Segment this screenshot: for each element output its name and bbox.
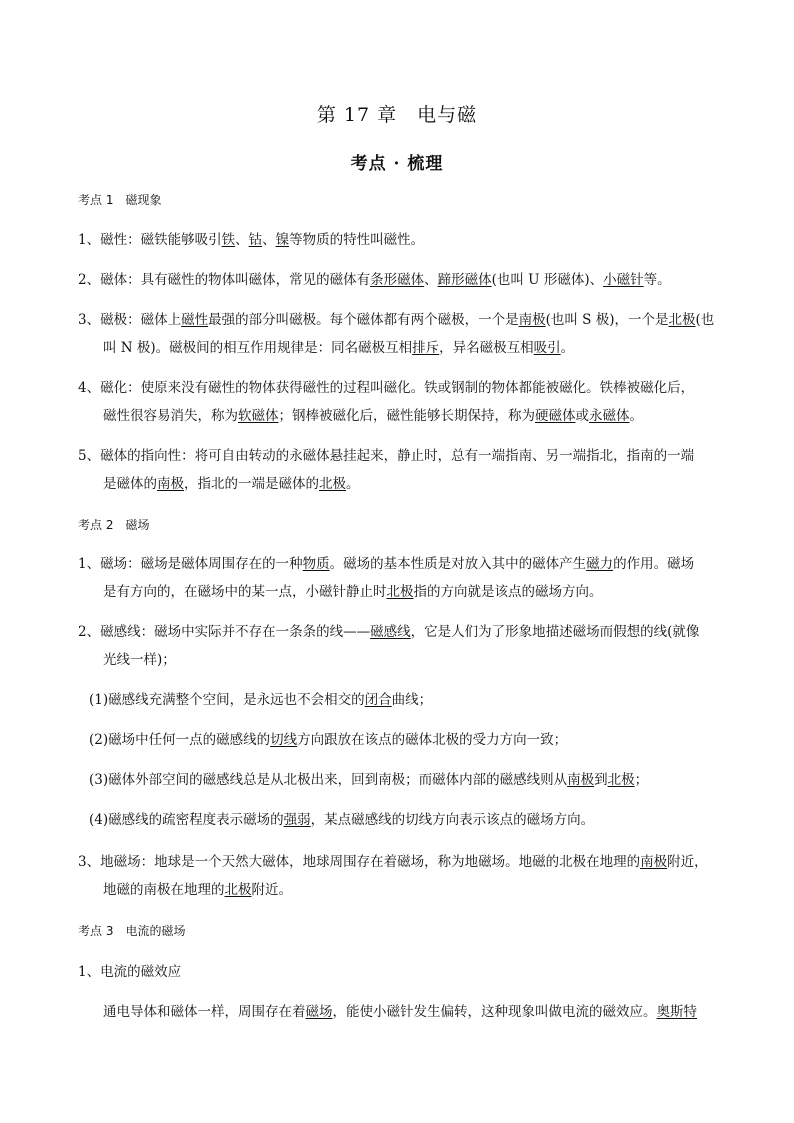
continuation-line bbox=[78, 334, 728, 362]
text: 附近。 bbox=[251, 882, 292, 898]
text: 是有方向的，在磁场中的某一点，小磁针静止时 bbox=[103, 584, 387, 600]
underlined-term: 蹄形磁体 bbox=[437, 272, 492, 288]
underlined-term: 钴 bbox=[248, 232, 263, 248]
underlined-term: 磁力 bbox=[586, 556, 614, 572]
topic-2-heading: 考点 2 磁场 bbox=[78, 518, 150, 532]
text: (也叫 S 极)，一个是 bbox=[545, 312, 669, 328]
s2-item-3 bbox=[89, 766, 729, 794]
s1-paragraph-1 bbox=[78, 226, 728, 254]
underlined-term: 北极 bbox=[319, 476, 346, 492]
text: 4、磁化：使原来没有磁性的物体获得磁性的过程叫磁化。铁或钢制的物体都能被磁化。铁棒被磁化后， bbox=[78, 380, 695, 396]
s3-paragraph-1: 1、电流的磁效应 bbox=[78, 964, 182, 980]
text: 方向跟放在该点的磁体北极的受力方向一致； bbox=[297, 732, 568, 748]
s1-paragraph-3 bbox=[78, 306, 728, 362]
underlined-term: 强弱 bbox=[283, 812, 311, 828]
underlined-term: 软磁体 bbox=[238, 408, 279, 424]
underlined-term: 南极 bbox=[567, 772, 595, 788]
underlined-term: 铁 bbox=[221, 232, 236, 248]
underlined-term: 条形磁体 bbox=[370, 272, 425, 288]
section-subtitle: 考点 · 梳理 bbox=[350, 154, 444, 174]
text: 、 bbox=[424, 272, 438, 288]
text: (2)磁场中任何一点的磁感线的 bbox=[89, 732, 271, 748]
text: 磁性很容易消失，称为 bbox=[103, 408, 238, 424]
text: 叫 N 极)。磁极间的相互作用规律是：同名磁极互相 bbox=[103, 340, 413, 356]
underlined-term: 闭合 bbox=[364, 692, 392, 708]
underlined-term: 切线 bbox=[270, 732, 298, 748]
text: 指的方向就是该点的磁场方向。 bbox=[413, 584, 603, 600]
s1-paragraph-5 bbox=[78, 442, 728, 498]
underlined-term: 北极 bbox=[386, 584, 414, 600]
text: (3)磁体外部空间的磁感线总是从北极出来，回到南极；而磁体内部的磁感线则从 bbox=[89, 772, 568, 788]
underlined-term: 磁感线 bbox=[370, 624, 411, 640]
underlined-term: 磁性 bbox=[181, 312, 209, 328]
text: 、 bbox=[262, 232, 276, 248]
text: 。 bbox=[560, 340, 575, 356]
text: 是磁体的 bbox=[103, 476, 157, 492]
underlined-term: 硬磁体 bbox=[535, 408, 576, 424]
continuation-line bbox=[78, 402, 728, 430]
s2-paragraph-2 bbox=[78, 618, 728, 674]
text: 曲线； bbox=[391, 692, 433, 708]
text: ，能使小磁针发生偏转，这种现象叫做电流的磁效应。 bbox=[332, 1004, 657, 1020]
text: ；钢棒被磁化后，磁性能够长期保持，称为 bbox=[278, 408, 535, 424]
text: 3、地磁场：地球是一个天然大磁体，地球周围存在着磁场，称为地磁场。地磁的北极在地理的 bbox=[78, 854, 641, 870]
text: 、 bbox=[235, 232, 249, 248]
underlined-term: 排斥 bbox=[412, 340, 440, 356]
underlined-term: 南极 bbox=[640, 854, 668, 870]
underlined-term: 小磁针 bbox=[603, 272, 644, 288]
underlined-term: 磁场 bbox=[305, 1004, 333, 1020]
text: ，它是人们为了形象地描述磁场而假想的线(就像 bbox=[410, 624, 700, 640]
text: 。 bbox=[629, 408, 643, 424]
text: 3、磁极：磁体上 bbox=[78, 312, 182, 328]
chapter-title: 第 17 章 电与磁 bbox=[316, 104, 478, 126]
text: 最强的部分叫磁极。每个磁体都有两个磁极，一个是 bbox=[208, 312, 519, 328]
underlined-term: 永磁体 bbox=[589, 408, 630, 424]
text: (也 bbox=[695, 312, 715, 328]
underlined-term: 吸引 bbox=[533, 340, 561, 356]
s1-paragraph-4 bbox=[78, 374, 728, 430]
continuation-line bbox=[78, 876, 728, 904]
s2-paragraph-3 bbox=[78, 848, 728, 904]
underlined-term: 北极 bbox=[224, 882, 252, 898]
s3-paragraph-2 bbox=[103, 998, 728, 1026]
text: 1、磁场：磁场是磁体周围存在的一种 bbox=[78, 556, 303, 572]
s2-item-1 bbox=[89, 686, 729, 714]
text: ，指北的一端是磁体的 bbox=[184, 476, 319, 492]
s2-paragraph-1 bbox=[78, 550, 728, 606]
text: 2、磁感线：磁场中实际并不存在一条条的线—— bbox=[78, 624, 371, 640]
text: 的作用。磁场 bbox=[613, 556, 695, 572]
text: ，异名磁极互相 bbox=[439, 340, 534, 356]
text: 2、磁体：具有磁性的物体叫磁体，常见的磁体有 bbox=[78, 272, 371, 288]
text: 。磁场的基本性质是对放入其中的磁体产生 bbox=[329, 556, 587, 572]
text: 等。 bbox=[643, 272, 671, 288]
continuation-line: 光线一样)； bbox=[103, 652, 176, 668]
text: 地磁的南极在地理的 bbox=[103, 882, 225, 898]
topic-3-heading: 考点 3 电流的磁场 bbox=[78, 924, 186, 938]
text: 附近， bbox=[667, 854, 708, 870]
text: 1、磁性：磁铁能够吸引 bbox=[78, 232, 222, 248]
continuation-line bbox=[78, 470, 728, 498]
text: (4)磁感线的疏密程度表示磁场的 bbox=[89, 812, 284, 828]
underlined-term: 物质 bbox=[302, 556, 330, 572]
text: (也叫 U 形磁体)、 bbox=[491, 272, 604, 288]
s2-item-2 bbox=[89, 726, 729, 754]
underlined-term: 北极 bbox=[668, 312, 696, 328]
topic-1-heading: 考点 1 磁现象 bbox=[78, 193, 162, 207]
text: ，某点磁感线的切线方向表示该点的磁场方向。 bbox=[310, 812, 595, 828]
text: 到 bbox=[594, 772, 608, 788]
underlined-term: 奥斯特 bbox=[656, 1004, 697, 1020]
underlined-term: 北极 bbox=[607, 772, 635, 788]
text: ； bbox=[634, 772, 649, 788]
text: 通电导体和磁体一样，周围存在着 bbox=[103, 1004, 306, 1020]
text: (1)磁感线充满整个空间，是永远也不会相交的 bbox=[89, 692, 365, 708]
continuation-line bbox=[78, 578, 728, 606]
s2-item-4 bbox=[89, 806, 729, 834]
text: 。 bbox=[346, 476, 360, 492]
s1-paragraph-2 bbox=[78, 266, 728, 294]
text: 5、磁体的指向性：将可自由转动的永磁体悬挂起来，静止时，总有一端指南、另一端指北，指南的一端 bbox=[78, 448, 695, 464]
underlined-term: 南极 bbox=[518, 312, 546, 328]
text: 或 bbox=[575, 408, 589, 424]
text: 等物质的特性叫磁性。 bbox=[289, 232, 425, 248]
underlined-term: 镍 bbox=[275, 232, 290, 248]
underlined-term: 南极 bbox=[157, 476, 184, 492]
